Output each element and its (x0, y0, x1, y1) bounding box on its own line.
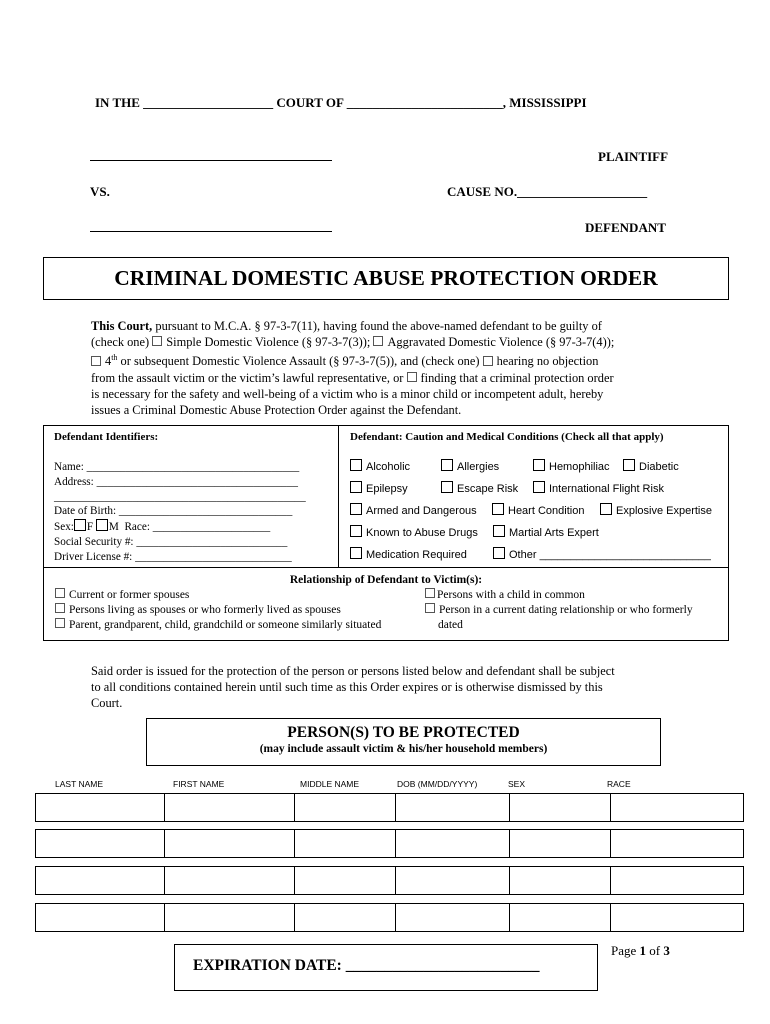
condition-flight-risk[interactable] (533, 481, 664, 495)
condition-label: Other ____________________________ (509, 549, 711, 561)
simple-dv-checkbox[interactable] (152, 336, 162, 346)
cell-middle-name[interactable] (295, 830, 396, 858)
checkbox[interactable] (533, 481, 545, 493)
condition-label: Martial Arts Expert (509, 527, 599, 539)
condition-other[interactable] (493, 547, 711, 561)
intro-line-6: issues a Criminal Domestic Abuse Protection Order against the Defendant. (91, 403, 462, 418)
checkbox[interactable] (350, 459, 362, 471)
cell-middle-name[interactable] (295, 867, 396, 895)
checkbox[interactable] (533, 459, 545, 471)
condition-label: Alcoholic (366, 461, 411, 473)
condition-medication[interactable] (350, 547, 467, 561)
defendant-label: DEFENDANT (585, 220, 666, 235)
cell-dob[interactable] (396, 794, 510, 822)
relationship-living-as-spouses[interactable] (55, 603, 381, 618)
intro-line-2b: Simple Domestic Violence (§ 97-3-7(3)); (166, 335, 371, 350)
checkbox[interactable] (55, 618, 65, 628)
condition-label: Diabetic (639, 461, 679, 473)
expiration-box (174, 944, 598, 991)
identifiers-heading: Defendant Identifiers: (54, 431, 159, 443)
cell-last-name[interactable] (36, 904, 165, 932)
cell-first-name[interactable] (165, 794, 295, 822)
cell-first-name[interactable] (165, 830, 295, 858)
cell-sex[interactable] (510, 830, 611, 858)
checkbox[interactable] (425, 603, 435, 613)
relationship-dating[interactable] (425, 603, 693, 618)
protected-row-1 (35, 793, 744, 822)
column-divider (338, 426, 339, 567)
cell-race[interactable] (611, 867, 744, 895)
cell-dob[interactable] (396, 830, 510, 858)
relationship-child-in-common[interactable] (425, 588, 693, 603)
defendant-name-line[interactable] (90, 231, 332, 232)
finding-checkbox[interactable] (407, 372, 417, 382)
cell-sex[interactable] (510, 794, 611, 822)
sex-m-checkbox[interactable] (96, 519, 108, 531)
intro-line-5: is necessary for the safety and well-being of a victim who is a minor child or incompetent adult, hereby (91, 386, 604, 401)
checkbox[interactable] (350, 547, 362, 559)
condition-label: Hemophiliac (549, 461, 610, 473)
cell-last-name[interactable] (36, 830, 165, 858)
intro-line-1: pursuant to M.C.A. § 97-3-7(11), having found the above-named defendant to be guilty of (152, 319, 602, 333)
address-field-2[interactable]: _____________________________________________ (54, 490, 306, 503)
condition-armed[interactable] (350, 503, 477, 517)
checkbox[interactable] (55, 588, 65, 598)
relationship-heading: Relationship of Defendant to Victim(s): (289, 574, 483, 586)
order-line-3: Court. (91, 696, 123, 711)
checkbox[interactable] (350, 503, 362, 515)
relationship-right-list (425, 588, 693, 633)
condition-alcoholic[interactable] (350, 459, 410, 473)
checkbox[interactable] (441, 459, 453, 471)
relationship-dating-cont: dated (438, 619, 463, 631)
cell-first-name[interactable] (165, 867, 295, 895)
col-sex: SEX (508, 779, 526, 789)
address-field[interactable]: Address: ____________________________________ (54, 475, 298, 488)
relationship-parent[interactable] (55, 618, 381, 633)
dl-field[interactable]: Driver License #: ____________________________ (54, 550, 292, 563)
protected-heading-box (146, 718, 661, 766)
protected-row-3 (35, 866, 744, 895)
relationship-spouses[interactable] (55, 588, 381, 603)
condition-diabetic[interactable] (623, 459, 679, 473)
cell-middle-name[interactable] (295, 794, 396, 822)
condition-label: Explosive Expertise (616, 505, 712, 517)
order-paragraph (91, 663, 615, 712)
relationship-label: Parent, grandparent, child, grandchild or someone similarly situated (69, 619, 382, 631)
condition-allergies[interactable] (441, 459, 499, 473)
checkbox[interactable] (441, 481, 453, 493)
sex-f-checkbox[interactable] (74, 519, 86, 531)
intro-superscript: th (111, 353, 118, 363)
checkbox[interactable] (55, 603, 65, 613)
checkbox[interactable] (425, 588, 435, 598)
dob-field[interactable]: Date of Birth: _______________________________ (54, 505, 293, 518)
condition-explosive[interactable] (600, 503, 712, 517)
relationship-label: Persons with a child in common (437, 589, 585, 601)
sex-f-label: F (86, 521, 94, 534)
protected-title: PERSON(S) TO BE PROTECTED (287, 724, 520, 741)
intro-line-3c: hearing no objection (496, 354, 599, 369)
relationship-left-list (55, 588, 381, 633)
sex-m-label: M (108, 521, 119, 534)
plaintiff-name-line[interactable] (90, 160, 332, 161)
identifiers-fields (54, 460, 306, 565)
condition-epilepsy[interactable] (350, 481, 408, 495)
condition-label: Armed and Dangerous (366, 505, 477, 517)
intro-line-3a: 4 (105, 354, 112, 369)
cause-number: CAUSE NO.____________________ (447, 184, 648, 199)
plaintiff-label: PLAINTIFF (598, 149, 669, 164)
checkbox[interactable] (492, 503, 504, 515)
checkbox[interactable] (623, 459, 635, 471)
cell-race[interactable] (611, 794, 744, 822)
page-prefix: Page (611, 943, 640, 958)
condition-label: International Flight Risk (549, 483, 664, 495)
intro-line-4b: finding that a criminal protection order (420, 370, 614, 385)
relationship-label: Current or former spouses (69, 589, 190, 601)
cell-middle-name[interactable] (295, 904, 396, 932)
col-dob: DOB (MM/DD/YYYY) (397, 779, 478, 789)
subsequent-dv-checkbox[interactable] (91, 356, 101, 366)
name-field[interactable]: Name: ______________________________________ (54, 461, 300, 473)
condition-label: Heart Condition (508, 505, 585, 517)
checkbox[interactable] (493, 547, 505, 559)
relationship-label: Person in a current dating relationship or who formerly (439, 604, 693, 616)
relationship-box (43, 566, 729, 641)
checkbox[interactable] (493, 525, 505, 537)
intro-paragraph (91, 318, 691, 418)
col-middle-name: MIDDLE NAME (300, 779, 360, 789)
order-line-1: Said order is issued for the protection of the person or persons listed below and defendant shall be subject (91, 664, 615, 678)
col-first-name: FIRST NAME (173, 779, 225, 789)
relationship-label: Persons living as spouses or who formerly lived as spouses (69, 604, 341, 616)
defendant-info-box (43, 425, 729, 568)
document-title: CRIMINAL DOMESTIC ABUSE PROTECTION ORDER (114, 266, 658, 290)
checkbox[interactable] (350, 481, 362, 493)
court-line: IN THE ____________________ COURT OF ________________________, MISSISSIPPI (95, 95, 587, 110)
intro-lead: This Court, (91, 319, 153, 333)
conditions-heading: Defendant: Caution and Medical Conditions (Check all that apply) (350, 431, 664, 443)
checkbox[interactable] (600, 503, 612, 515)
page-current: 1 (639, 943, 647, 958)
protected-subtitle: (may include assault victim & his/her household members) (259, 743, 548, 755)
expiration-date[interactable]: EXPIRATION DATE: _________________________ (193, 957, 540, 974)
cell-first-name[interactable] (165, 904, 295, 932)
cell-last-name[interactable] (36, 794, 165, 822)
order-line-2: to all conditions contained herein until such time as this Order expires or is otherwise dismissed by this (91, 680, 603, 695)
condition-label: Escape Risk (457, 483, 519, 495)
condition-hemophiliac[interactable] (533, 459, 610, 473)
condition-label: Allergies (457, 461, 500, 473)
condition-heart[interactable] (492, 503, 584, 517)
cell-dob[interactable] (396, 867, 510, 895)
race-field[interactable]: Race: _____________________ (124, 521, 271, 534)
checkbox[interactable] (350, 525, 362, 537)
col-race: RACE (607, 779, 631, 789)
cell-sex[interactable] (510, 867, 611, 895)
condition-martial-arts[interactable] (493, 525, 599, 539)
vs-label: VS. (90, 184, 110, 199)
condition-label: Known to Abuse Drugs (366, 527, 478, 539)
cell-race[interactable] (611, 904, 744, 932)
cell-last-name[interactable] (36, 867, 165, 895)
protected-row-2 (35, 829, 744, 858)
sex-race-row (54, 519, 306, 535)
hearing-no-objection-checkbox[interactable] (483, 356, 493, 366)
page-of: of (646, 943, 664, 958)
cell-race[interactable] (611, 830, 744, 858)
col-last-name: LAST NAME (55, 779, 104, 789)
cell-sex[interactable] (510, 904, 611, 932)
aggravated-dv-checkbox[interactable] (373, 336, 383, 346)
protected-row-4 (35, 903, 744, 932)
title-box (43, 257, 729, 300)
condition-escape-risk[interactable] (441, 481, 518, 495)
sex-label: Sex: (54, 521, 74, 534)
intro-line-4a: from the assault victim or the victim’s lawful representative, or (91, 370, 404, 385)
ssn-field[interactable]: Social Security #: ___________________________ (54, 535, 288, 548)
condition-drugs[interactable] (350, 525, 478, 539)
cell-dob[interactable] (396, 904, 510, 932)
condition-label: Medication Required (366, 549, 467, 561)
intro-line-2a: (check one) (91, 335, 150, 350)
intro-line-3b: or subsequent Domestic Violence Assault (§ 97-3-7(5)), and (check one) (117, 354, 480, 369)
condition-label: Epilepsy (366, 483, 408, 495)
intro-line-2c: Aggravated Domestic Violence (§ 97-3-7(4)); (387, 335, 615, 350)
page-number (611, 943, 670, 959)
page-total: 3 (663, 943, 670, 958)
